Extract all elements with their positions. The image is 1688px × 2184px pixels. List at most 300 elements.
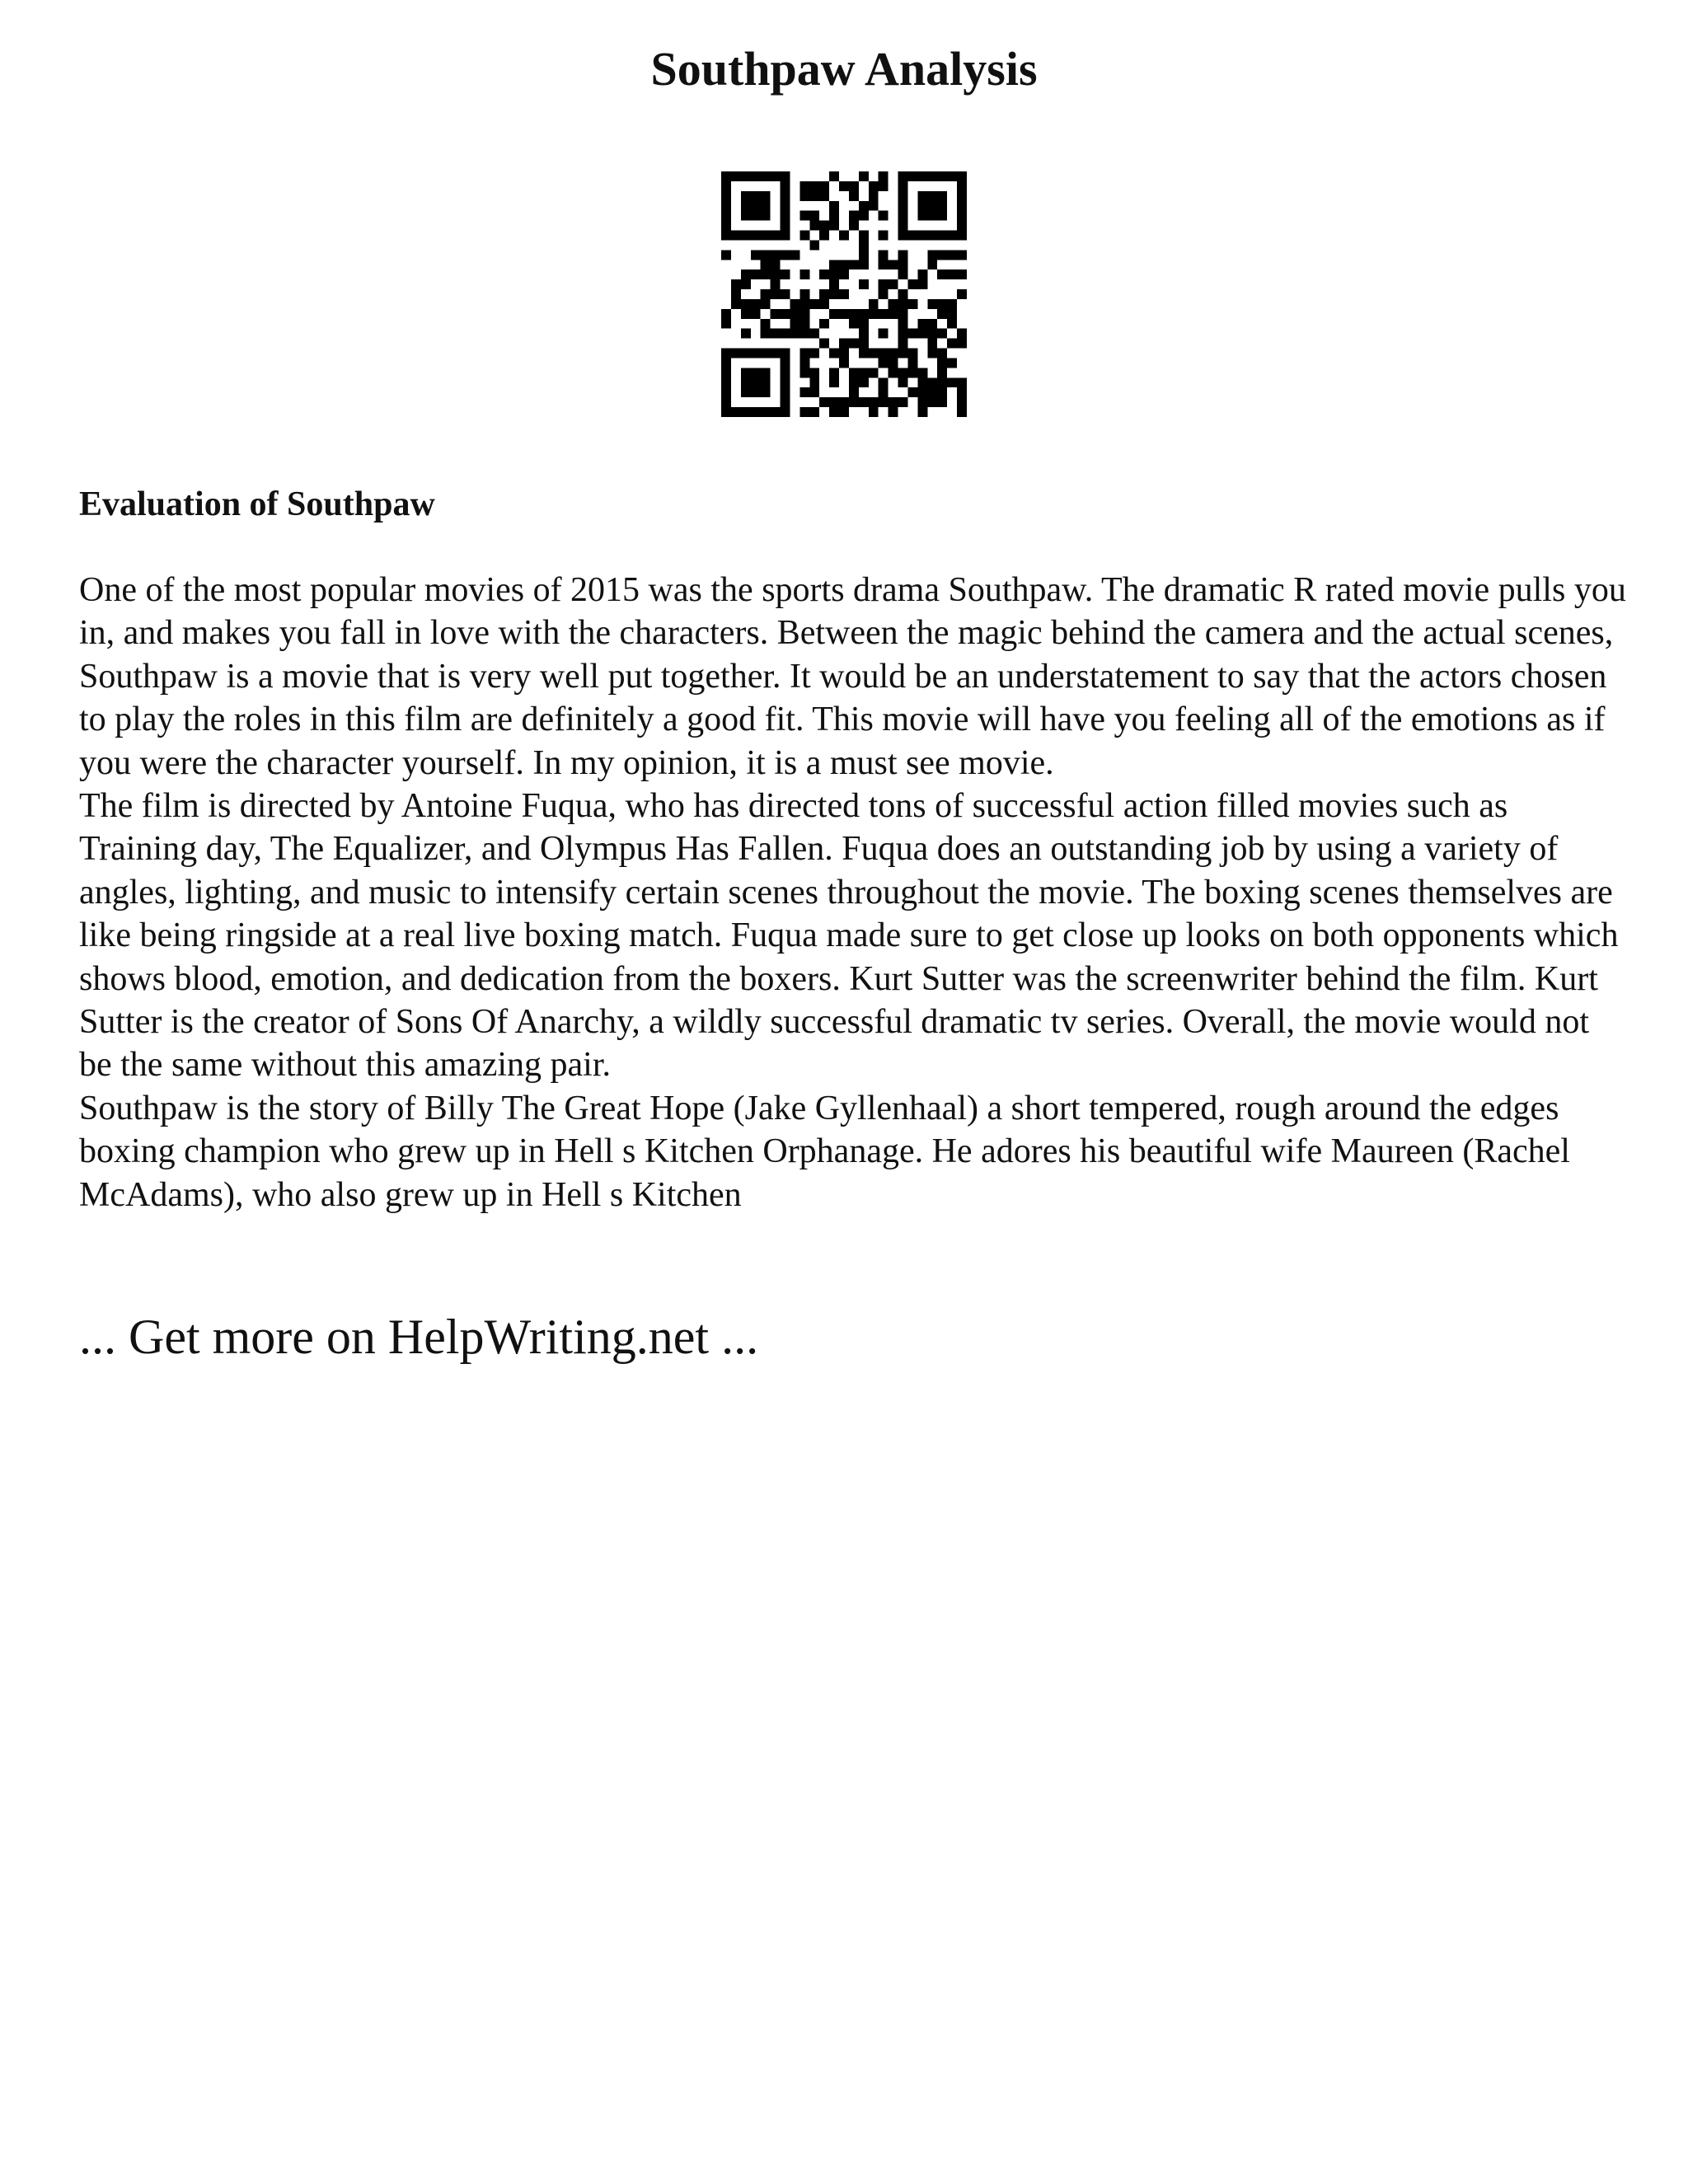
- qr-module: [781, 250, 790, 260]
- qr-module: [781, 289, 790, 299]
- qr-module: [937, 387, 947, 397]
- qr-module: [889, 358, 898, 368]
- qr-module: [799, 181, 809, 191]
- qr-module: [957, 201, 967, 211]
- qr-module: [957, 269, 967, 279]
- qr-module: [829, 201, 839, 211]
- qr-module: [898, 368, 908, 377]
- qr-module: [839, 358, 849, 368]
- qr-module: [721, 309, 731, 319]
- qr-module: [947, 299, 957, 309]
- qr-module: [819, 231, 829, 241]
- qr-module: [927, 231, 937, 241]
- qr-module: [819, 269, 829, 279]
- qr-module: [907, 279, 917, 289]
- qr-module: [907, 299, 917, 309]
- qr-module: [751, 387, 761, 397]
- qr-module: [741, 407, 751, 417]
- qr-module: [898, 191, 908, 201]
- qr-code-icon: [721, 171, 967, 417]
- qr-module: [751, 211, 761, 221]
- qr-module: [879, 349, 889, 359]
- qr-module: [869, 181, 879, 191]
- qr-module: [721, 358, 731, 368]
- qr-module: [771, 260, 781, 269]
- qr-module: [809, 377, 819, 387]
- qr-module: [879, 377, 889, 387]
- qr-module: [937, 377, 947, 387]
- qr-module: [879, 181, 889, 191]
- qr-module: [771, 309, 781, 319]
- qr-module: [781, 368, 790, 377]
- qr-module: [859, 279, 869, 289]
- qr-module: [829, 289, 839, 299]
- qr-module: [819, 221, 829, 231]
- qr-module: [809, 181, 819, 191]
- qr-module: [917, 201, 927, 211]
- qr-module: [937, 171, 947, 181]
- qr-module: [761, 211, 771, 221]
- qr-module: [741, 231, 751, 241]
- qr-module: [799, 269, 809, 279]
- qr-module: [907, 349, 917, 359]
- qr-module: [819, 339, 829, 349]
- qr-module: [781, 329, 790, 339]
- qr-module: [917, 171, 927, 181]
- qr-module: [957, 231, 967, 241]
- qr-module: [819, 319, 829, 329]
- qr-module: [839, 397, 849, 407]
- qr-module: [761, 329, 771, 339]
- qr-module: [957, 211, 967, 221]
- qr-module: [907, 387, 917, 397]
- qr-module: [741, 329, 751, 339]
- qr-module: [927, 387, 937, 397]
- qr-module: [731, 171, 741, 181]
- qr-module: [917, 377, 927, 387]
- qr-code-graphic: [721, 171, 967, 417]
- qr-module: [839, 309, 849, 319]
- qr-module: [799, 299, 809, 309]
- qr-module: [917, 387, 927, 397]
- qr-module: [927, 171, 937, 181]
- qr-module: [790, 319, 799, 329]
- qr-module: [898, 289, 908, 299]
- qr-module: [761, 349, 771, 359]
- qr-module: [917, 231, 927, 241]
- qr-module: [879, 358, 889, 368]
- qr-module: [947, 250, 957, 260]
- qr-module: [721, 368, 731, 377]
- qr-module: [859, 240, 869, 250]
- qr-module: [819, 397, 829, 407]
- qr-module: [937, 368, 947, 377]
- qr-module: [751, 377, 761, 387]
- qr-module: [889, 407, 898, 417]
- qr-module: [809, 240, 819, 250]
- qr-module: [859, 397, 869, 407]
- qr-module: [849, 397, 859, 407]
- qr-module: [957, 387, 967, 397]
- qr-module: [761, 250, 771, 260]
- qr-module: [839, 269, 849, 279]
- qr-module: [741, 279, 751, 289]
- qr-module: [898, 260, 908, 269]
- qr-module: [898, 377, 908, 387]
- qr-module: [957, 221, 967, 231]
- qr-module: [898, 250, 908, 260]
- qr-module: [849, 181, 859, 191]
- qr-module: [721, 221, 731, 231]
- qr-module: [849, 309, 859, 319]
- qr-module: [809, 329, 819, 339]
- qr-module: [879, 329, 889, 339]
- qr-module: [721, 377, 731, 387]
- qr-module: [927, 377, 937, 387]
- qr-module: [781, 377, 790, 387]
- qr-module: [898, 397, 908, 407]
- qr-module: [741, 201, 751, 211]
- qr-module: [898, 339, 908, 349]
- qr-module: [790, 329, 799, 339]
- qr-module: [721, 387, 731, 397]
- qr-module: [839, 289, 849, 299]
- qr-module: [839, 339, 849, 349]
- qr-module: [721, 407, 731, 417]
- paragraph-story: Southpaw is the story of Billy The Great Hope (Jake Gyllenhaal) a short tempered, rough around the edges boxing champion who grew up in Hell s Kitchen Orphanage. He adores his beautiful wife Maureen (Rachel McAdams), who also grew up in Hell s Kitchen: [79, 1089, 1570, 1214]
- qr-module: [809, 349, 819, 359]
- qr-module: [947, 319, 957, 329]
- qr-module: [721, 181, 731, 191]
- qr-module: [849, 387, 859, 397]
- qr-module: [771, 269, 781, 279]
- qr-module: [829, 407, 839, 417]
- qr-module: [781, 221, 790, 231]
- qr-module: [721, 201, 731, 211]
- qr-module: [947, 377, 957, 387]
- qr-module: [721, 397, 731, 407]
- qr-module: [799, 289, 809, 299]
- qr-module: [907, 231, 917, 241]
- qr-module: [849, 221, 859, 231]
- qr-module: [898, 349, 908, 359]
- qr-module: [781, 201, 790, 211]
- qr-module: [869, 299, 879, 309]
- qr-module: [869, 201, 879, 211]
- qr-module: [889, 279, 898, 289]
- qr-module: [889, 349, 898, 359]
- qr-module: [721, 231, 731, 241]
- qr-module: [721, 171, 731, 181]
- qr-module: [721, 191, 731, 201]
- qr-module: [809, 299, 819, 309]
- qr-module: [721, 319, 731, 329]
- qr-module: [799, 358, 809, 368]
- qr-module: [859, 231, 869, 241]
- qr-module: [829, 211, 839, 221]
- qr-module: [761, 319, 771, 329]
- qr-module: [859, 260, 869, 269]
- qr-module: [829, 279, 839, 289]
- qr-module: [879, 211, 889, 221]
- qr-module: [771, 250, 781, 260]
- qr-module: [927, 299, 937, 309]
- qr-module: [927, 250, 937, 260]
- qr-module: [957, 171, 967, 181]
- qr-module: [927, 211, 937, 221]
- qr-module: [761, 201, 771, 211]
- qr-module: [957, 407, 967, 417]
- qr-module: [879, 279, 889, 289]
- qr-module: [751, 407, 761, 417]
- qr-module: [859, 309, 869, 319]
- qr-module: [799, 407, 809, 417]
- qr-module: [898, 329, 908, 339]
- qr-module: [879, 250, 889, 260]
- get-more-link[interactable]: ... Get more on HelpWriting.net ...: [79, 1310, 759, 1364]
- document-subheading: Evaluation of Southpaw: [79, 485, 435, 523]
- paragraph-direction: The film is directed by Antoine Fuqua, who has directed tons of successful action filled movies such as Training day, The Equalizer, and Olympus Has Fallen. Fuqua does an outstanding job by using a variety of angles, lighting, and music to intensify certain scenes throughout the movie. The boxing scenes themselves are like being ringside at a real live boxing match. Fuqua made sure to get close up looks on both opponents which shows blood, emotion, and dedication from the boxers. Kurt Sutter was the screenwriter behind the film. Kurt Sutter is the creator of Sons Of Anarchy, a wildly successful dramatic tv series. Overall, the movie would not be the same without this amazing pair.: [79, 787, 1619, 1085]
- qr-module: [781, 171, 790, 181]
- qr-module: [761, 269, 771, 279]
- qr-module: [751, 231, 761, 241]
- qr-module: [859, 349, 869, 359]
- qr-module: [859, 319, 869, 329]
- qr-module: [781, 181, 790, 191]
- qr-module: [799, 231, 809, 241]
- qr-module: [751, 201, 761, 211]
- qr-module: [799, 319, 809, 329]
- qr-module: [731, 349, 741, 359]
- qr-module: [879, 387, 889, 397]
- qr-module: [927, 329, 937, 339]
- document-title: Southpaw Analysis: [650, 42, 1038, 96]
- qr-module: [741, 171, 751, 181]
- qr-module: [721, 349, 731, 359]
- qr-module: [771, 407, 781, 417]
- qr-module: [741, 191, 751, 201]
- qr-module: [879, 171, 889, 181]
- qr-module: [829, 221, 839, 231]
- qr-module: [927, 201, 937, 211]
- qr-module: [917, 397, 927, 407]
- qr-module: [819, 299, 829, 309]
- qr-module: [869, 191, 879, 201]
- qr-module: [781, 358, 790, 368]
- qr-module: [819, 181, 829, 191]
- qr-module: [947, 339, 957, 349]
- qr-module: [799, 211, 809, 221]
- qr-module: [741, 211, 751, 221]
- qr-module: [761, 368, 771, 377]
- qr-module: [781, 191, 790, 201]
- qr-module: [917, 269, 927, 279]
- qr-module: [917, 368, 927, 377]
- qr-module: [937, 201, 947, 211]
- qr-module: [907, 358, 917, 368]
- qr-module: [937, 309, 947, 319]
- qr-module: [829, 349, 839, 359]
- qr-module: [751, 299, 761, 309]
- qr-module: [947, 171, 957, 181]
- qr-module: [917, 319, 927, 329]
- qr-module: [917, 407, 927, 417]
- qr-module: [799, 329, 809, 339]
- qr-module: [849, 191, 859, 201]
- qr-module: [859, 339, 869, 349]
- qr-module: [859, 250, 869, 260]
- qr-module: [761, 377, 771, 387]
- paragraph-intro: One of the most popular movies of 2015 was the sports drama Southpaw. The dramatic R rated movie pulls you in, and makes you fall in love with the characters. Between the magic behind the camera and the actual scenes, Southpaw is a movie that is very well put together. It would be an understatement to say that the actors chosen to play the roles in this film are definitely a good fit. This movie will have you feeling all of the emotions as if you were the character yourself. In my opinion, it is a must see movie.: [79, 571, 1626, 782]
- qr-module: [761, 289, 771, 299]
- qr-module: [898, 299, 908, 309]
- qr-module: [937, 211, 947, 221]
- qr-module: [781, 397, 790, 407]
- qr-module: [741, 299, 751, 309]
- qr-module: [849, 319, 859, 329]
- qr-module: [799, 387, 809, 397]
- qr-module: [879, 260, 889, 269]
- qr-module: [879, 309, 889, 319]
- qr-module: [957, 181, 967, 191]
- qr-module: [809, 387, 819, 397]
- qr-module: [799, 349, 809, 359]
- qr-module: [721, 211, 731, 221]
- document-body: [79, 569, 1629, 1216]
- qr-module: [849, 260, 859, 269]
- qr-module: [751, 250, 761, 260]
- qr-module: [829, 368, 839, 377]
- qr-module: [898, 181, 908, 191]
- qr-module: [898, 201, 908, 211]
- qr-module: [917, 191, 927, 201]
- qr-module: [829, 397, 839, 407]
- qr-module: [927, 349, 937, 359]
- qr-module: [819, 191, 829, 201]
- qr-module: [781, 269, 790, 279]
- qr-module: [741, 349, 751, 359]
- qr-module: [889, 309, 898, 319]
- qr-module: [731, 231, 741, 241]
- qr-module: [937, 191, 947, 201]
- qr-module: [781, 387, 790, 397]
- qr-module: [907, 368, 917, 377]
- qr-module: [741, 368, 751, 377]
- qr-module: [898, 269, 908, 279]
- qr-module: [809, 191, 819, 201]
- qr-module: [761, 171, 771, 181]
- qr-module: [859, 368, 869, 377]
- qr-module: [790, 299, 799, 309]
- qr-module: [771, 279, 781, 289]
- qr-module: [751, 269, 761, 279]
- qr-module: [839, 231, 849, 241]
- qr-module: [781, 407, 790, 417]
- qr-module: [781, 349, 790, 359]
- qr-module: [741, 269, 751, 279]
- qr-module: [927, 191, 937, 201]
- qr-module: [809, 407, 819, 417]
- qr-module: [869, 397, 879, 407]
- qr-module: [771, 289, 781, 299]
- qr-module: [790, 309, 799, 319]
- qr-module: [799, 368, 809, 377]
- qr-module: [751, 349, 761, 359]
- qr-module: [829, 377, 839, 387]
- qr-module: [829, 269, 839, 279]
- qr-module: [907, 329, 917, 339]
- qr-module: [771, 329, 781, 339]
- qr-module: [889, 260, 898, 269]
- qr-module: [741, 377, 751, 387]
- qr-module: [829, 309, 839, 319]
- qr-module: [790, 250, 799, 260]
- qr-module: [917, 279, 927, 289]
- qr-module: [741, 387, 751, 397]
- qr-module: [741, 309, 751, 319]
- qr-module: [898, 221, 908, 231]
- qr-module: [771, 349, 781, 359]
- qr-module: [761, 191, 771, 201]
- qr-module: [799, 309, 809, 319]
- qr-module: [927, 339, 937, 349]
- qr-module: [839, 349, 849, 359]
- qr-module: [859, 171, 869, 181]
- qr-module: [849, 211, 859, 221]
- qr-module: [947, 358, 957, 368]
- qr-module: [771, 231, 781, 241]
- qr-module: [761, 387, 771, 397]
- qr-module: [859, 211, 869, 221]
- qr-module: [781, 211, 790, 221]
- qr-module: [869, 407, 879, 417]
- qr-module: [809, 368, 819, 377]
- qr-module: [907, 171, 917, 181]
- qr-module: [731, 279, 741, 289]
- qr-module: [937, 250, 947, 260]
- qr-module: [849, 377, 859, 387]
- qr-module: [751, 191, 761, 201]
- qr-module: [829, 171, 839, 181]
- qr-module: [927, 397, 937, 407]
- qr-module: [947, 269, 957, 279]
- qr-module: [889, 299, 898, 309]
- qr-module: [898, 319, 908, 329]
- qr-module: [859, 377, 869, 387]
- qr-module: [839, 181, 849, 191]
- qr-module: [917, 329, 927, 339]
- qr-module: [937, 349, 947, 359]
- qr-module: [889, 368, 898, 377]
- qr-module: [937, 329, 947, 339]
- qr-module: [819, 289, 829, 299]
- qr-module: [957, 377, 967, 387]
- qr-module: [751, 368, 761, 377]
- qr-module: [937, 299, 947, 309]
- qr-module: [898, 171, 908, 181]
- qr-module: [898, 231, 908, 241]
- qr-module: [839, 407, 849, 417]
- qr-module: [898, 309, 908, 319]
- qr-module: [809, 211, 819, 221]
- qr-module: [947, 231, 957, 241]
- qr-module: [889, 397, 898, 407]
- qr-module: [947, 309, 957, 319]
- qr-module: [829, 260, 839, 269]
- qr-module: [859, 329, 869, 339]
- qr-module: [879, 289, 889, 299]
- qr-module: [761, 407, 771, 417]
